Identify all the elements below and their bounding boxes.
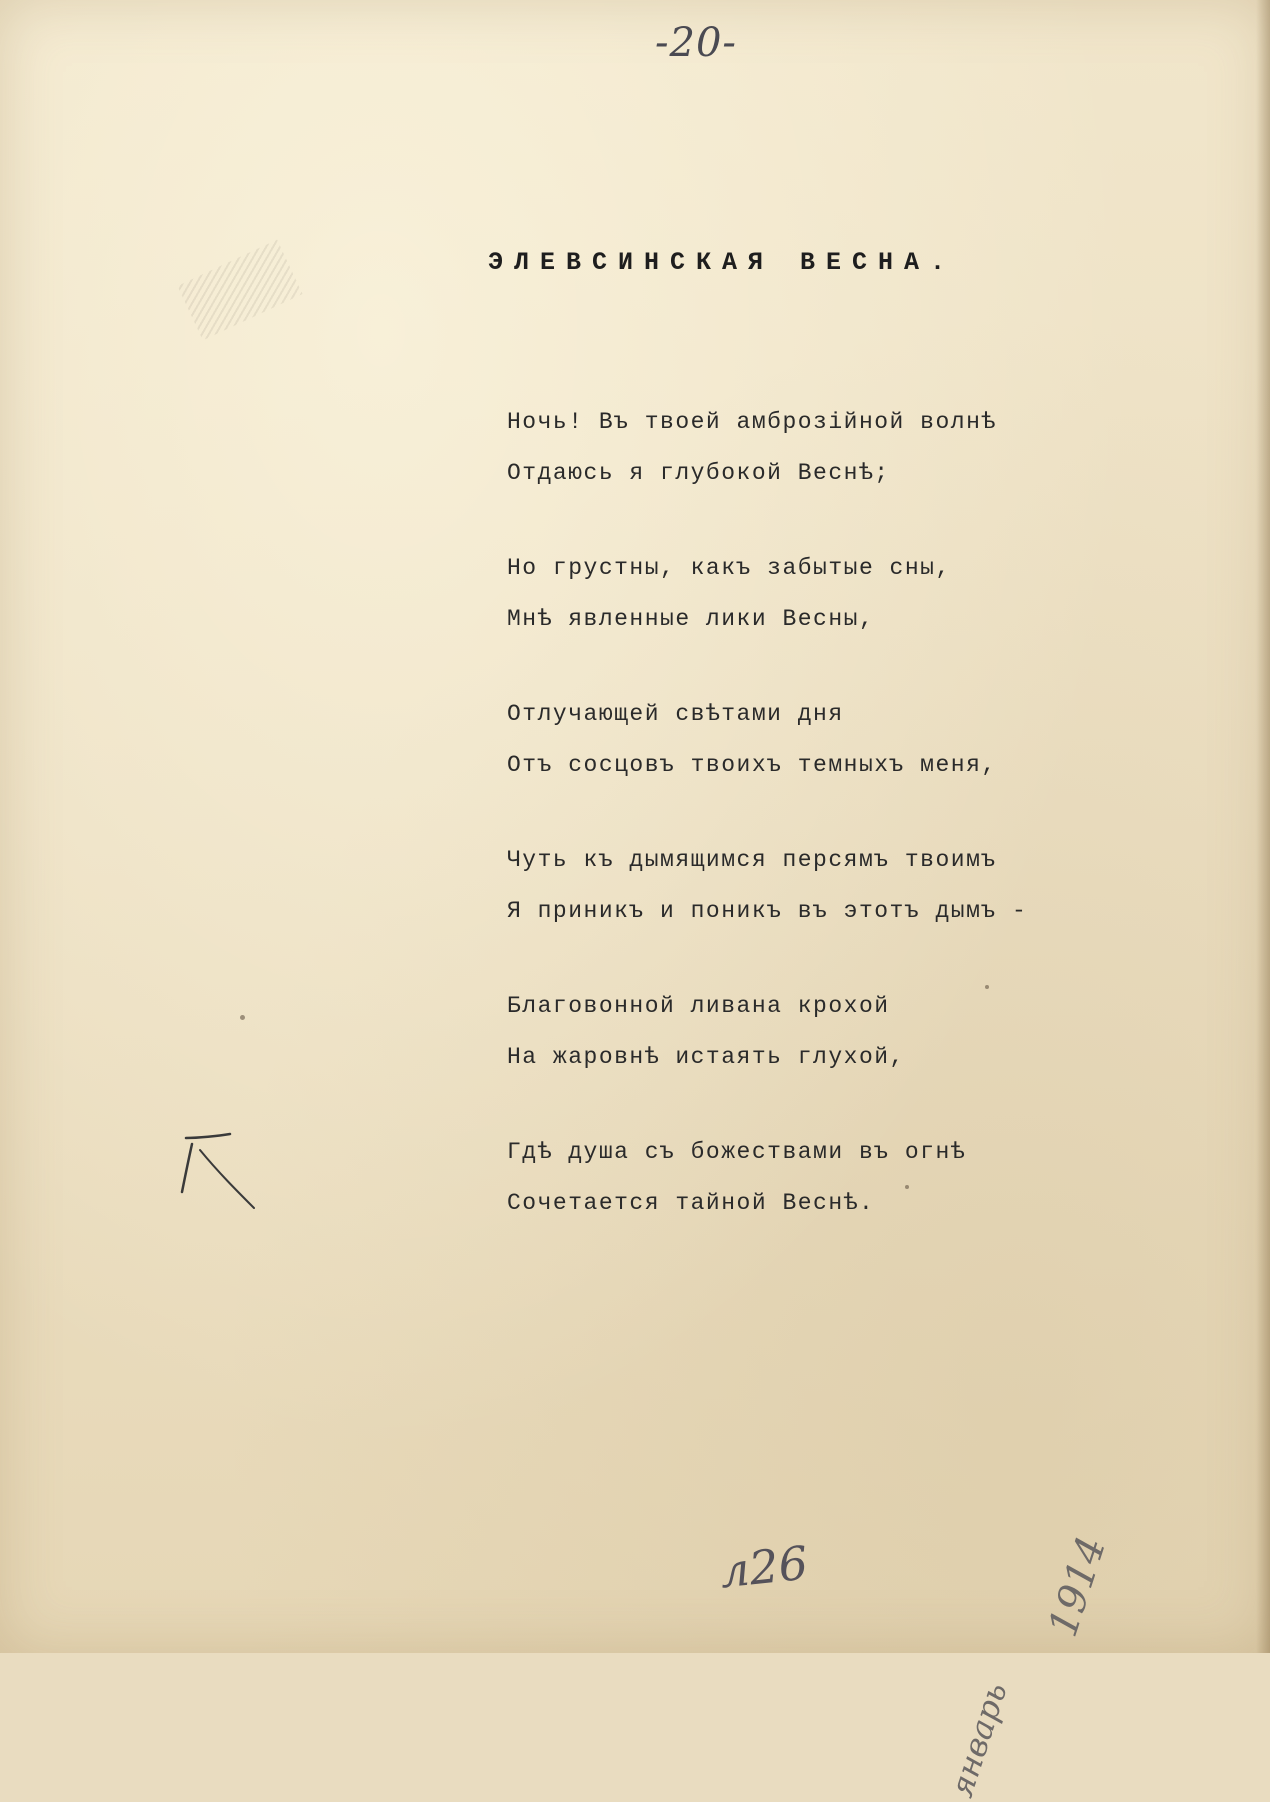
poem-line: Благовонной ливана крохой	[507, 993, 890, 1019]
stanza	[507, 543, 1147, 645]
stanza	[507, 397, 1147, 499]
stanza	[507, 689, 1147, 791]
stanza	[507, 835, 1147, 937]
pencil-smudge	[177, 240, 302, 341]
poem-line: Чуть къ дымящимся персямъ твоимъ	[507, 847, 997, 873]
folio-number: л26	[717, 1535, 811, 1599]
stanza	[507, 1127, 1147, 1229]
ink-speck	[985, 985, 989, 989]
pencil-mark-icon	[178, 1132, 258, 1212]
ink-speck	[240, 1015, 245, 1020]
poem-body	[507, 397, 1147, 1273]
poem-line: Отдаюсь я глубокой Веснѣ;	[507, 460, 890, 486]
pencil-month: январь	[942, 1677, 1015, 1802]
poem-line: Но грустны, какъ забытые сны,	[507, 555, 951, 581]
ink-speck	[905, 1185, 909, 1189]
paper-edge	[1256, 0, 1270, 1653]
poem-line: Мнѣ явленные лики Весны,	[507, 606, 875, 632]
pencil-year: 1914	[1040, 1531, 1116, 1643]
poem-line: Сочетается тайной Веснѣ.	[507, 1190, 875, 1216]
poem-title: ЭЛЕВСИНСКАЯ ВЕСНА.	[488, 248, 957, 277]
stanza	[507, 981, 1147, 1083]
poem-line: Отлучающей свѣтами дня	[507, 701, 844, 727]
poem-line: На жаровнѣ истаять глухой,	[507, 1044, 905, 1070]
poem-line: Гдѣ душа съ божествами въ огнѣ	[507, 1139, 967, 1165]
poem-line: Отъ сосцовъ твоихъ темныхъ меня,	[507, 752, 997, 778]
page-number: -20-	[655, 20, 737, 66]
poem-line: Ночь! Въ твоей амброзійной волнѣ	[507, 409, 997, 435]
poem-line: Я приникъ и поникъ въ этотъ дымъ -	[507, 898, 1028, 924]
